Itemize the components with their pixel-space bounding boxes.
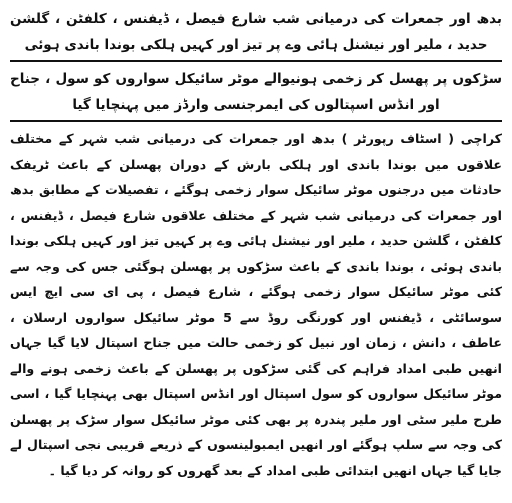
article-headline: بدھ اور جمعرات کی درمیانی شب شارع فیصل ، ڈیفنس ، کلفٹن ، گلشن حدید ، ملیر اور نیشنل ہائی وے پر تیز اور کہیں ہلکی بوندا باندی ہوئی [10,11,502,53]
headline-divider [10,60,502,62]
article-body: کراچی ( اسٹاف رپورٹر ) بدھ اور جمعرات کی درمیانی شب شہر کے مختلف علاقوں میں بوندا باندی اور ہلکی بارش کے دوران پھسلن کے باعث ٹریفک حادثات میں درجنوں موٹر سائیکل سوار زخمی ہوگئے ، تفصیلات کے مطابق بدھ اور جمعرات کی درمیانی شب شہر کے مختلف علاقوں شارع فیصل ، ڈیفنس ، کلفٹن ، گلشن حدید ، ملیر اور نیشنل ہائی وے پر کہیں تیز اور کہیں ہلکی بوندا باندی ہوئی ، بوندا باندی کے باعث سڑکوں پر پھسلن ہوگئی جس کی وجہ سے کئی موٹر سائیکل سوار زخمی ہوگئے ، شارع فیصل ، پی ای سی ایچ ایس سوسائٹی ، ڈیفنس اور کورنگی روڈ سے 5 موٹر سائیکل سواروں ارسلان ، عاطف ، دانش ، زمان اور نبیل کو زخمی حالت میں جناح اسپتال لایا گیا جہاں انھیں طبی امداد فراہم کی گئی سڑکوں پر پھسلن کے باعث زخمی ہونے والے موٹر سائیکل سواروں کو سول اسپتال اور انڈس اسپتال بھی پہنچایا گیا ، اسی طرح ملیر سٹی اور ملیر پندرہ پر بھی کئی موٹر سائیکل سوار سڑک پر پھسلن کی وجہ سے سلپ ہوگئے اور انھیں ایمبولینسوں کے ذریعے قریبی نجی اسپتال لے جایا گیا جہاں انھیں ابتدائی طبی امداد کے بعد گھروں کو روانہ کر دیا گیا ۔ [10,131,502,478]
subheadline-divider [10,120,502,122]
article-subheadline: سڑکوں پر پھسل کر زخمی ہونیوالے موٹر سائیکل سواروں کو سول ، جناح اور انڈس اسپتالوں کی ایمرجنسی وارڈز میں پہنچایا گیا [10,71,502,113]
